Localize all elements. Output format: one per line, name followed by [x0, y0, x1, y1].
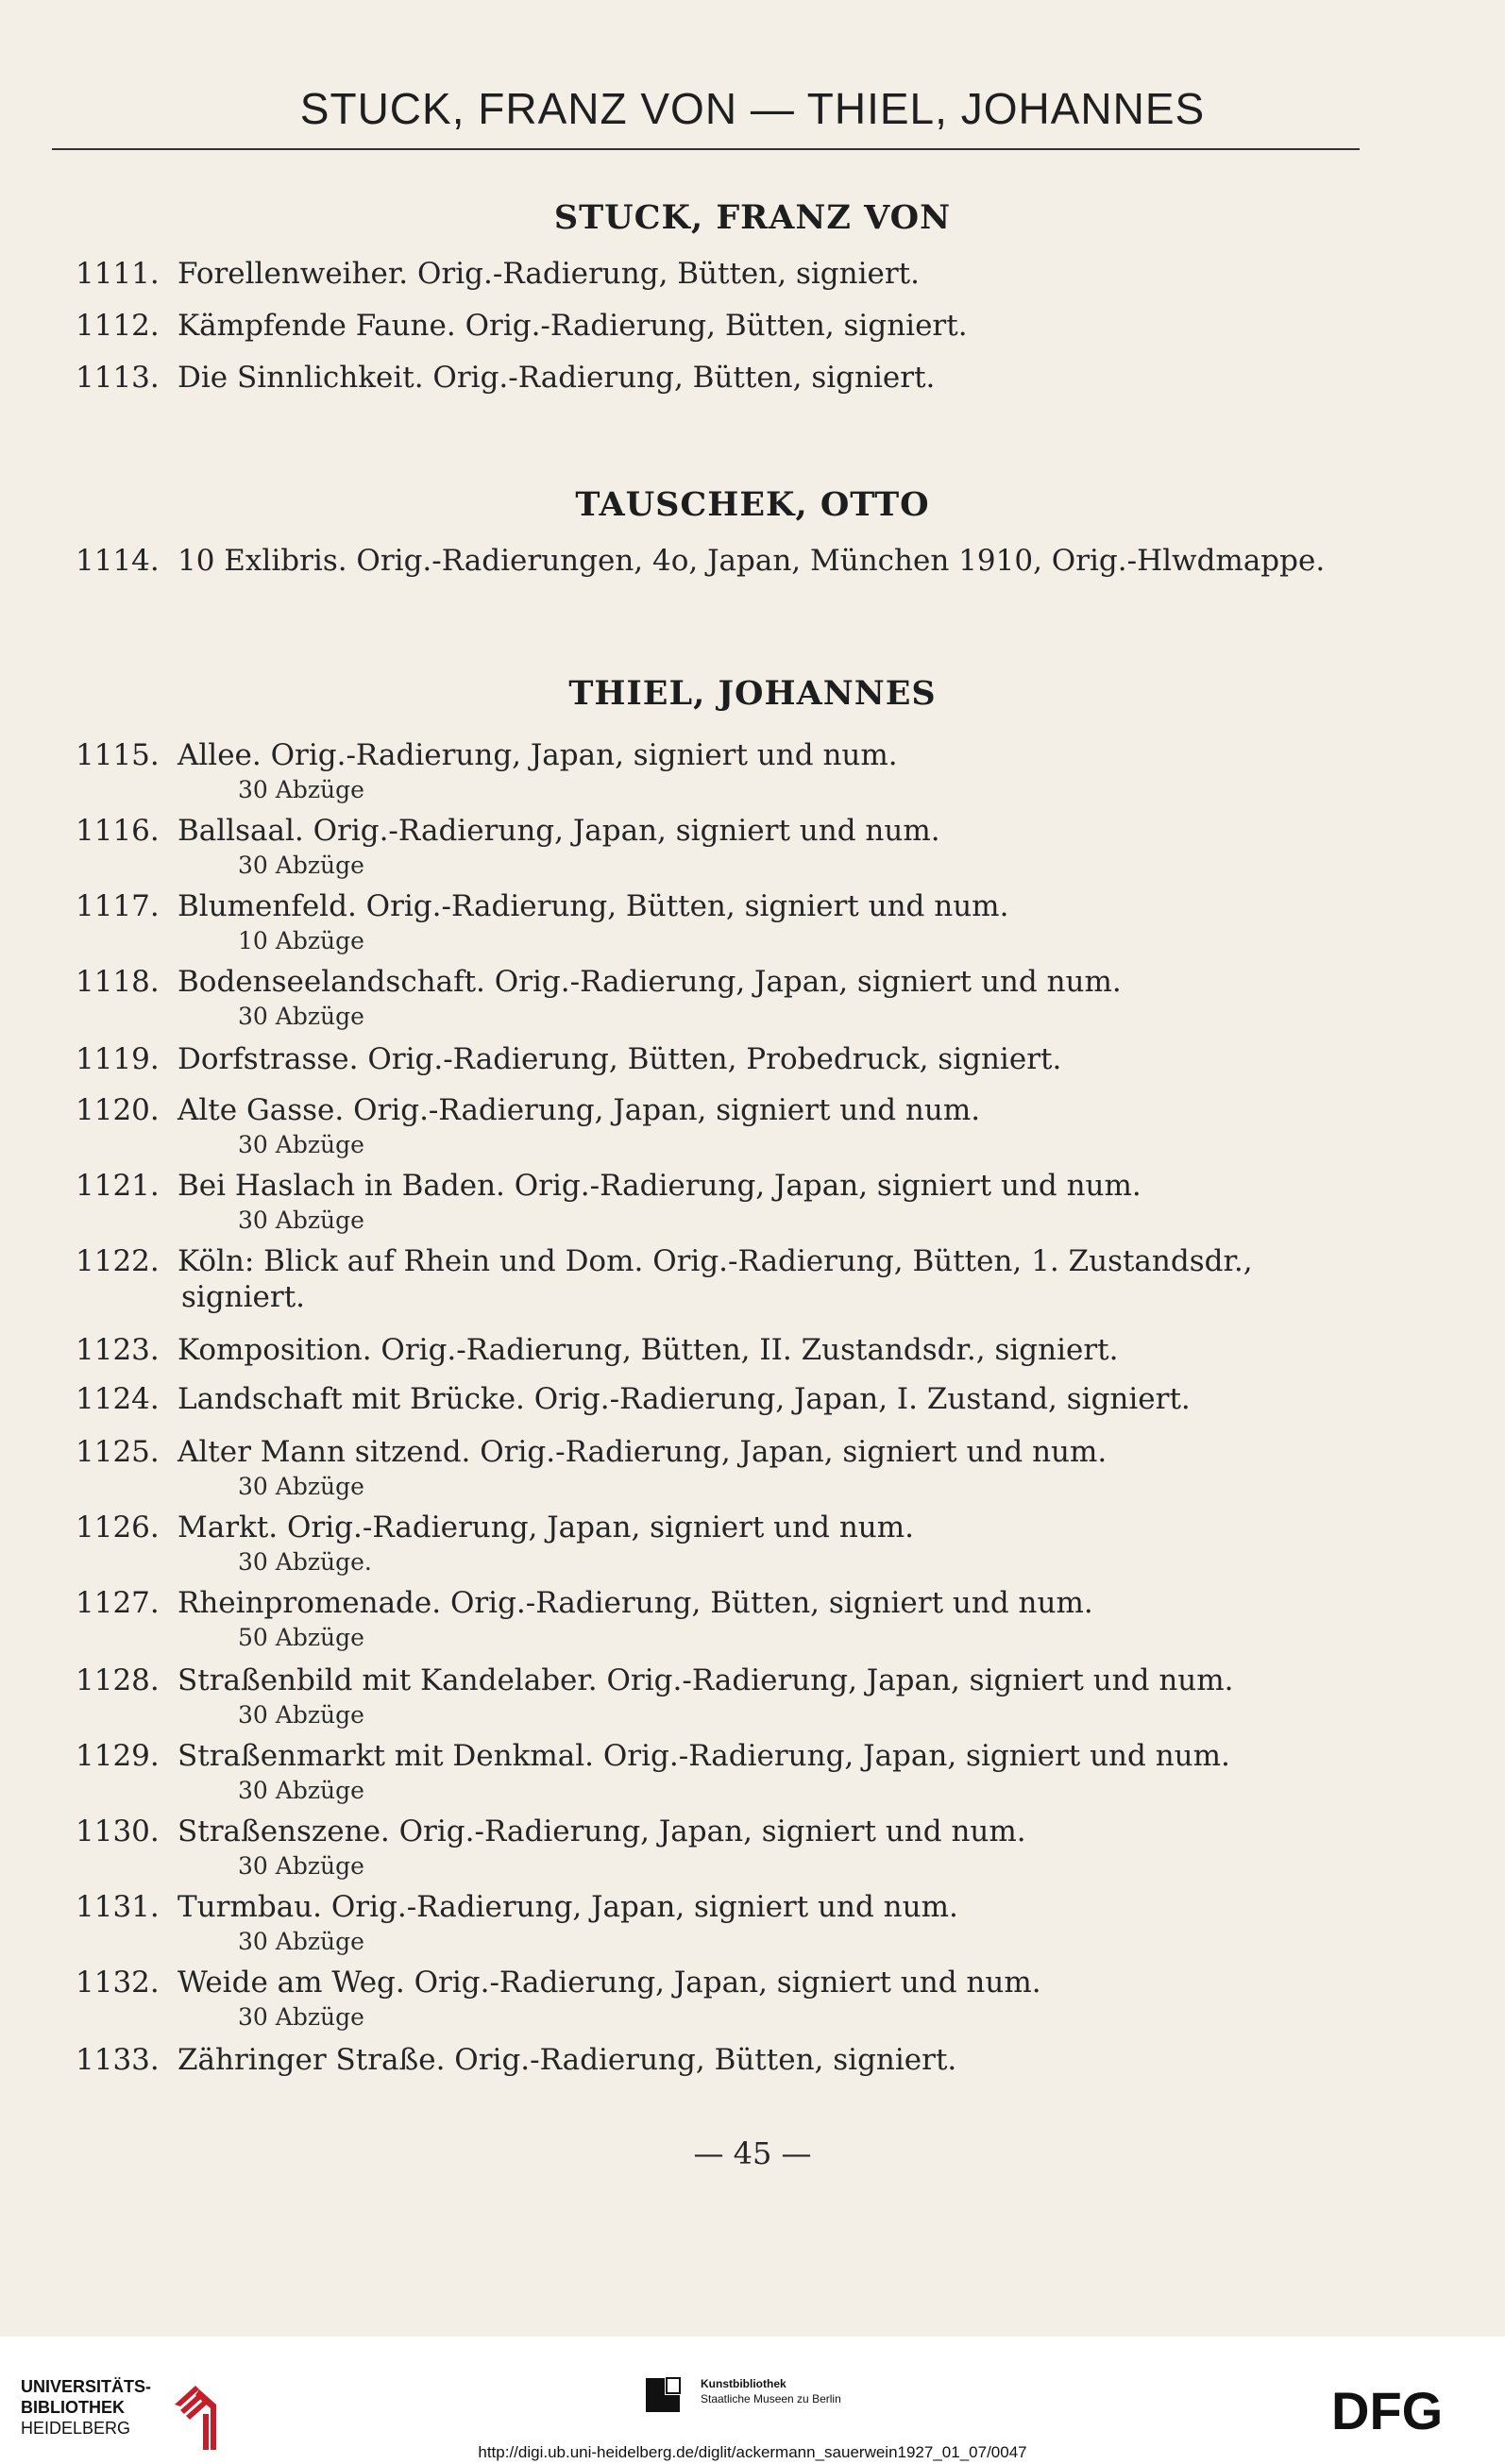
entry-number: 1117.	[76, 889, 160, 923]
entry-number: 1122.	[76, 1244, 160, 1278]
edition-note: 30 Abzüge	[238, 1852, 364, 1880]
entry-1119	[76, 1042, 1378, 1076]
entry-1121	[76, 1169, 1378, 1203]
entry-text: Turmbau. Orig.-Radierung, Japan, signiert und num.	[178, 1890, 958, 1924]
entry-number: 1131.	[76, 1890, 160, 1924]
entry-text: Zähringer Straße. Orig.-Radierung, Bütten, signiert.	[178, 2043, 957, 2077]
entry-number: 1119.	[76, 1042, 160, 1076]
edition-note: 30 Abzüge	[238, 776, 364, 803]
section-title-stuck: STUCK, FRANZ VON	[553, 198, 952, 237]
kunstbibliothek-mark-icon	[642, 2374, 684, 2416]
entry-1122	[76, 1244, 1378, 1314]
dfg-wordmark: DFG	[1331, 2382, 1444, 2439]
entry-1126	[76, 1510, 1378, 1544]
entry-text: Blumenfeld. Orig.-Radierung, Bütten, signiert und num.	[178, 889, 1009, 923]
section-title-thiel: THIEL, JOHANNES	[568, 674, 937, 713]
section-title-tauschek: TAUSCHEK, OTTO	[575, 485, 930, 524]
entry-text: Forellenweiher. Orig.-Radierung, Bütten, signiert.	[178, 257, 920, 291]
edition-note: 30 Abzüge	[238, 1207, 364, 1234]
university-library-logo[interactable]: UNIVERSITÄTS- BIBLIOTHEK HEIDELBERG	[21, 2376, 219, 2452]
kb-institution: Staatliche Museen zu Berlin	[701, 2392, 841, 2405]
entry-1115	[76, 738, 1378, 772]
entry-1111	[76, 257, 1378, 291]
entry-number: 1111.	[76, 257, 160, 291]
entry-1118	[76, 965, 1378, 999]
entry-number: 1121.	[76, 1169, 160, 1203]
entry-text: Landschaft mit Brücke. Orig.-Radierung, Japan, I. Zustand, signiert.	[178, 1382, 1191, 1416]
entry-text: Kämpfende Faune. Orig.-Radierung, Bütten, signiert.	[178, 309, 968, 343]
entry-text: 10 Exlibris. Orig.-Radierungen, 4o, Japan, München 1910, Orig.-Hlwdmappe.	[178, 544, 1326, 578]
digitization-footer	[0, 2337, 1505, 2464]
kb-name: Kunstbibliothek	[701, 2377, 786, 2390]
dfg-logo[interactable]	[1331, 2382, 1492, 2439]
library-mark-icon	[167, 2376, 224, 2452]
entry-text: Markt. Orig.-Radierung, Japan, signiert und num.	[178, 1510, 914, 1544]
entry-number: 1123.	[76, 1333, 160, 1367]
edition-note: 30 Abzüge.	[238, 1548, 372, 1576]
entry-1123	[76, 1333, 1378, 1367]
entry-text: Straßenbild mit Kandelaber. Orig.-Radierung, Japan, signiert und num.	[178, 1663, 1234, 1697]
entry-number: 1113.	[76, 361, 160, 395]
entry-text: Rheinpromenade. Orig.-Radierung, Bütten, signiert und num.	[178, 1586, 1093, 1620]
entry-number: 1116.	[76, 814, 160, 848]
entry-number: 1114.	[76, 544, 160, 578]
entry-1133	[76, 2043, 1378, 2077]
entry-text: Allee. Orig.-Radierung, Japan, signiert und num.	[178, 738, 898, 772]
entry-text: Komposition. Orig.-Radierung, Bütten, II. Zustandsdr., signiert.	[178, 1333, 1119, 1367]
entry-number: 1118.	[76, 965, 160, 999]
entry-number: 1132.	[76, 1966, 160, 2000]
entry-1130	[76, 1814, 1378, 1848]
entry-text: Die Sinnlichkeit. Orig.-Radierung, Bütten, signiert.	[178, 361, 936, 395]
entry-1117	[76, 889, 1378, 923]
entry-1124	[76, 1382, 1378, 1416]
entry-1114	[76, 544, 1378, 578]
edition-note: 30 Abzüge	[238, 1131, 364, 1158]
edition-note: 30 Abzüge	[238, 1003, 364, 1030]
edition-note: 30 Abzüge	[238, 2003, 364, 2031]
entry-text: Dorfstrasse. Orig.-Radierung, Bütten, Probedruck, signiert.	[178, 1042, 1062, 1076]
entry-number: 1115.	[76, 738, 160, 772]
entry-text: Ballsaal. Orig.-Radierung, Japan, signiert und num.	[178, 814, 940, 848]
entry-number: 1120.	[76, 1093, 160, 1127]
edition-note: 30 Abzüge	[238, 1473, 364, 1500]
edition-note: 30 Abzüge	[238, 1701, 364, 1729]
entry-number: 1126.	[76, 1510, 160, 1544]
edition-note: 30 Abzüge	[238, 1928, 364, 1955]
running-head: STUCK, FRANZ VON — THIEL, JOHANNES	[299, 84, 1206, 133]
edition-note: 30 Abzüge	[238, 852, 364, 879]
entry-text: Alter Mann sitzend. Orig.-Radierung, Japan, signiert und num.	[178, 1435, 1108, 1469]
entry-text: Köln: Blick auf Rhein und Dom. Orig.-Radierung, Bütten, 1. Zustandsdr.,	[178, 1244, 1253, 1278]
entry-1125	[76, 1435, 1378, 1469]
kunstbibliothek-logo[interactable]	[642, 2367, 888, 2423]
edition-note: 50 Abzüge	[238, 1624, 364, 1651]
entry-number: 1127.	[76, 1586, 160, 1620]
entry-1127	[76, 1586, 1378, 1620]
entry-text: Weide am Weg. Orig.-Radierung, Japan, signiert und num.	[178, 1966, 1041, 2000]
source-url-link[interactable]: http://digi.ub.uni-heidelberg.de/diglit/ackermann_sauerwein1927_01_07/0047	[478, 2443, 1027, 2461]
entry-1113	[76, 361, 1378, 395]
entry-1120	[76, 1093, 1378, 1127]
edition-note: 10 Abzüge	[238, 927, 364, 954]
entry-continuation: signiert.	[181, 1280, 306, 1314]
entry-1131	[76, 1890, 1378, 1924]
entry-text: Alte Gasse. Orig.-Radierung, Japan, signiert und num.	[178, 1093, 981, 1127]
entry-text: Bodenseelandschaft. Orig.-Radierung, Japan, signiert und num.	[178, 965, 1122, 999]
entry-1129	[76, 1739, 1378, 1773]
page-number: — 45 —	[693, 2135, 812, 2171]
entry-number: 1133.	[76, 2043, 160, 2077]
entry-text: Straßenmarkt mit Denkmal. Orig.-Radierung, Japan, signiert und num.	[178, 1739, 1230, 1773]
entry-text: Bei Haslach in Baden. Orig.-Radierung, Japan, signiert und num.	[178, 1169, 1141, 1203]
entry-number: 1124.	[76, 1382, 160, 1416]
entry-1132	[76, 1966, 1378, 2000]
entry-number: 1130.	[76, 1814, 160, 1848]
entry-number: 1128.	[76, 1663, 160, 1697]
entry-1112	[76, 309, 1378, 343]
entry-1116	[76, 814, 1378, 848]
entry-number: 1125.	[76, 1435, 160, 1469]
entry-number: 1112.	[76, 309, 160, 343]
header-rule	[52, 148, 1360, 150]
entry-1128	[76, 1663, 1378, 1697]
entry-number: 1129.	[76, 1739, 160, 1773]
edition-note: 30 Abzüge	[238, 1777, 364, 1804]
entry-text: Straßenszene. Orig.-Radierung, Japan, signiert und num.	[178, 1814, 1026, 1848]
